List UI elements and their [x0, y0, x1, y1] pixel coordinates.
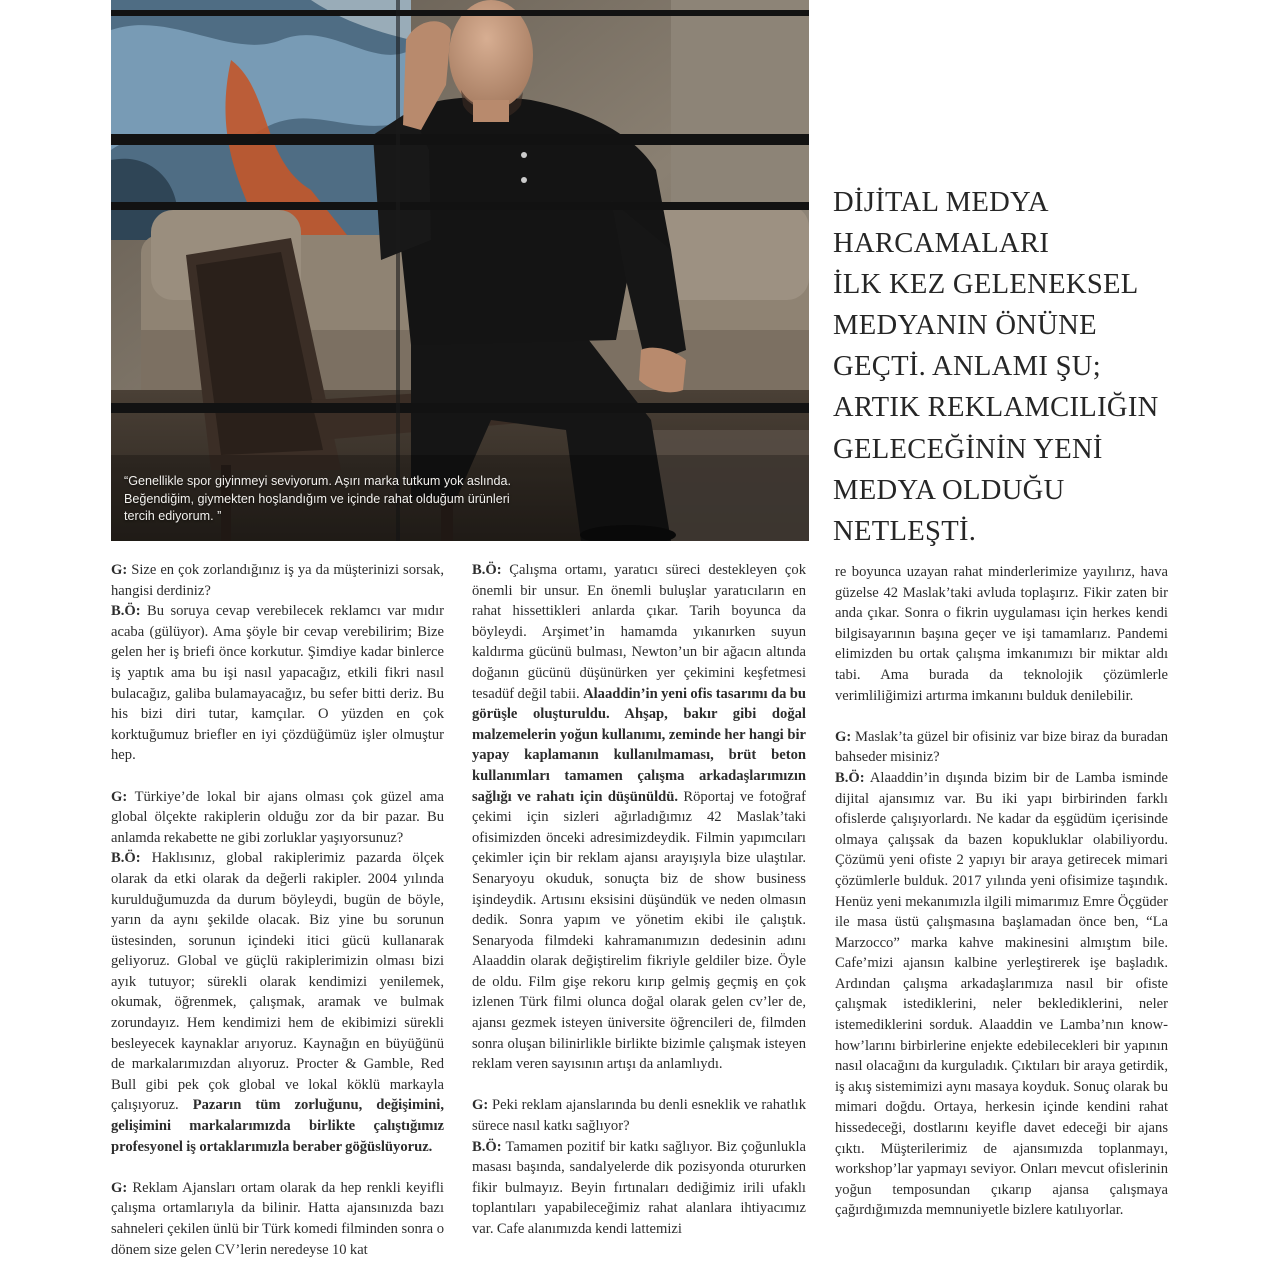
body-text: Haklısınız, global rakiplerimiz pazarda ölçek olarak da etki olarak da değerli rakipler. 2004 yılında kurulduğumuzda da durum böyleydi, bugün de böyle, yarın da aynı şekilde olacak. Biz yine bu sorunun üstesinden, sorunun içindeki itici gücü kullanarak geliyoruz. Global ve güçlü rakiplerimizin olması bizi ayık tutuyor; sürekli olarak kendimizi yenilemek, okumak, öğrenmek, çalışmak, aramak ve bulmak zorundayız. Hem kendimizi hem de ekibimizi sürekli besleyecek kaynaklar arıyoruz. Kaynağın en büyüğünü de markalarımızdan alıyoruz. Procter & Gamble, Red Bull gibi pek çok global ve lokal köklü markayla çalışıyoruz.: [111, 850, 444, 1114]
speaker-label: G:: [835, 728, 852, 745]
body-text: re boyunca uzayan rahat minderlerimize yayılırız, hava güzelse 42 Maslak’taki avluda toplaşırız. Fikir zaten bir anda çıkar. Sonra o fikrin uygulaması için herkes kendi bilgisayarının başına geçer ve işi tamamlarız. Pandemi elimizden bu ortak çalışma imkanımızı bir miktar aldı tabi. Ama burada da teknolojik çözümlerle verimliliğimizi artırma imkanını bulduk denilebilir.: [835, 564, 1168, 704]
body-text: Röportaj ve fotoğraf çekimi için sizleri ağırladığımız 42 Maslak’taki ofisimizden önceki adresimizdeydik. Filmin yapımcıları çekimler için bir reklam ajansı arayışıyla bize ulaştılar. Senaryoyu okuduk, sonuçta biz de show business işindeydik. Artısını eksisini düşündük ve neden olmasın dedik. Sonra yapım ve yönetim ekibi ile çalıştık. Senaryoda filmdeki kahramanımızın dedesinin adını Alaaddin olarak değiştirelim fikriyle geldiler bize. Öyle de oldu. Film gişe rekoru kırıp gelmiş geçmiş en çok izlenen Türk filmi olunca doğal olarak gelen cv’ler de, ajansı gezmek isteyen üniversite öğrencileri de, filmden sonra oluşan bilinirlikle birlikte bizimle çalışmak isteyen reklam veren sayısının artışı da anlamlıydı.: [472, 788, 806, 1073]
body-text: Tamamen pozitif bir katkı sağlıyor. Biz çoğunlukla masası başında, sandalyelerde dik pozisyonda otururken fikir bulmayız. Beyin fırtınaları dediğimiz irili ufaklı toplantıları yapabileceğimiz rahat alanlara ihtiyacımız var. Cafe alanımızda kendi lattemizi: [472, 1138, 806, 1237]
article-paragraph: [835, 562, 1168, 706]
pull-quote-line: ARTIK REKLAMCILIĞIN: [833, 392, 1159, 424]
speaker-label: B.Ö:: [472, 562, 502, 578]
paragraph-gap: [111, 1157, 444, 1178]
article-paragraph: [111, 848, 444, 1157]
body-text: Alaaddin’in dışında bizim bir de Lamba isminde dijital ajansımız var. Bu iki yapı birbirinden farklı ofislerde çalışıyorlardı. Ne kadar da eşgüdüm içerisinde olmaya çalışsak da bazen kopukluklar olabiliyordu. Çözümü yeni ofiste 2 yapıyı bir araya getirecek mimari çözümlerle bulduk. 2017 yılında yeni ofisimize taşındık. Henüz yeni mekanımızla ilgili mimarımız Emre Öçgüder ile masa üstü çalışmasına başlamadan önce ben, “La Marzocco” marka kahve makinesini almıştım bile. Cafe’mizi ajansın kalbine yerleştirerek işe başladık. Ardından çalışma arkadaşlarımıza nasıl bir ofiste çalışmak istediklerini, neler beklediklerini, neler istemediklerini sorduk. Alaaddin ve Lamba’nın know-how’larını birbirlerine enjekte edebilecekleri bir yapının nasıl olacağını da kurguladık. Çıktıları bir araya getirdik, iş akış sistemimizi aynı masaya koyduk. Sonuç olarak bu mimari doğdu. Ortaya, herkesin içinde kendini rahat hissedeceği, dostlarını keyifle davet edeceği bir ajans çıktı. Müşterilerimiz de ajansımızda toplanmayı, workshop’lar yapmayı seviyor. Onları mevcut ofislerinin yoğun temposundan çıkarıp ajansa çalışmaya çağırdığımızda memnuniyetle bizlere katılıyorlar.: [835, 769, 1168, 1219]
pull-quote-line: GELECEĞİNİN YENİ: [833, 433, 1103, 465]
body-text: Size en çok zorlandığınız iş ya da müşterinizi sorsak, hangisi derdiniz?: [111, 562, 444, 599]
article-photo: [111, 0, 809, 541]
article-paragraph: [472, 1137, 806, 1240]
bold-text: Pazarın tüm zorluğunu, değişimini, gelişimini markalarımızda birlikte çalıştığımız profesyonel iş ortaklarımızla beraber göğüslüyoruz.: [111, 1097, 444, 1155]
speaker-label: G:: [111, 788, 128, 805]
paragraph-gap: [472, 1075, 806, 1096]
speaker-label: B.Ö:: [472, 1138, 502, 1155]
pull-quote-line: GEÇTİ. ANLAMI ŞU;: [833, 351, 1101, 383]
body-text: Çalışma ortamı, yaratıcı süreci destekleyen çok önemli bir unsur. En önemli buluşlar yaratıcıların en rahat hissettikleri anlarda çıkar. Tarih boyunca da böyleydi. Arşimet’in hamamda yıkanırken suyun kaldırma gücünü bulması, Newton’un bir ağacın altında doğanın gücünü düşünürken yer çekimini keşfetmesi tesadüf değil tabii.: [472, 562, 806, 702]
pull-quote-line: NETLEŞTİ.: [833, 515, 977, 547]
speaker-label: B.Ö:: [835, 769, 865, 786]
body-text: Bu soruya cevap verebilecek reklamcı var mıdır acaba (gülüyor). Ama şöyle bir cevap verebilirim; Bize gelen her iş briefi önce korkutur. Şimdiye kadar binlerce iş yaptık ama bu işi nasıl yapacağız, etkili fikri nasıl bulacağız, galiba bulamayacağız, bu sefer bitti deriz. Bu his bizi diri tutar, kamçılar. O yüzden en çok korktuğumuz briefler en iyi çözdüğümüz işler olmuştur hep.: [111, 603, 444, 764]
article-paragraph: [472, 560, 806, 1075]
article-paragraph: [111, 787, 444, 849]
article-column-3: [835, 562, 1168, 1221]
article-column-1: [111, 560, 444, 1260]
speaker-label: G:: [472, 1097, 489, 1114]
article-paragraph: [835, 727, 1168, 768]
speaker-label: G:: [111, 1179, 128, 1196]
speaker-label: G:: [111, 562, 128, 578]
article-paragraph: [111, 601, 444, 766]
speaker-label: B.Ö:: [111, 603, 141, 620]
pull-quote-line: MEDYANIN ÖNÜNE: [833, 310, 1097, 342]
body-text: Reklam Ajansları ortam olarak da hep renkli keyifli çalışma ortamlarıyla da bilinir. Hatta ajansınızda bazı sahneleri çekilen ünlü bir Türk komedi filminden sonra o dönem size gelen CV’lerin neredeyse 10 kat: [111, 1179, 444, 1258]
paragraph-gap: [835, 706, 1168, 727]
speaker-label: B.Ö:: [111, 850, 141, 867]
article-paragraph: [472, 1095, 806, 1136]
pull-quote-line: İLK KEZ GELENEKSEL: [833, 269, 1139, 301]
bold-text: Alaaddin’in yeni ofis tasarımı da bu görüşle oluşturuldu. Ahşap, bakır gibi doğal malzemelerin yoğun kullanımı, zeminde her hangi bir yapay kaplamanın kullanılmaması, brüt beton kullanımları tamamen çalışma arkadaşlarımızın sağlığı ve rahatı için düşünüldü.: [472, 685, 806, 805]
paragraph-gap: [111, 766, 444, 787]
photo-caption: “Genellikle spor giyinmeyi seviyorum. Aşırı marka tutkum yok aslında. Beğendiğim, giymekten hoşlandığım ve içinde rahat olduğum ürünleri tercih ediyorum. ”: [124, 474, 512, 523]
portrait-illustration: [111, 0, 809, 541]
pull-quote-line: DİJİTAL MEDYA: [833, 187, 1049, 218]
article-paragraph: [111, 1178, 444, 1260]
article-paragraph: [835, 768, 1168, 1221]
body-text: Peki reklam ajanslarında bu denli esneklik ve rahatlık sürece nasıl katkı sağlıyor?: [472, 1097, 806, 1135]
pull-quote: [833, 182, 1253, 552]
pull-quote-line: HARCAMALARI: [833, 228, 1050, 260]
body-text: Türkiye’de lokal bir ajans olması çok güzel ama global ölçekte rakiplerin olduğu zor da bir pazar. Bu anlamda rekabette ne gibi zorluklar yaşıyorsunuz?: [111, 788, 444, 846]
article-paragraph: [111, 560, 444, 601]
article-column-2: [472, 560, 806, 1240]
body-text: Maslak’ta güzel bir ofisiniz var bize biraz da buradan bahseder misiniz?: [835, 728, 1168, 766]
pull-quote-line: MEDYA OLDUĞU: [833, 474, 1065, 506]
